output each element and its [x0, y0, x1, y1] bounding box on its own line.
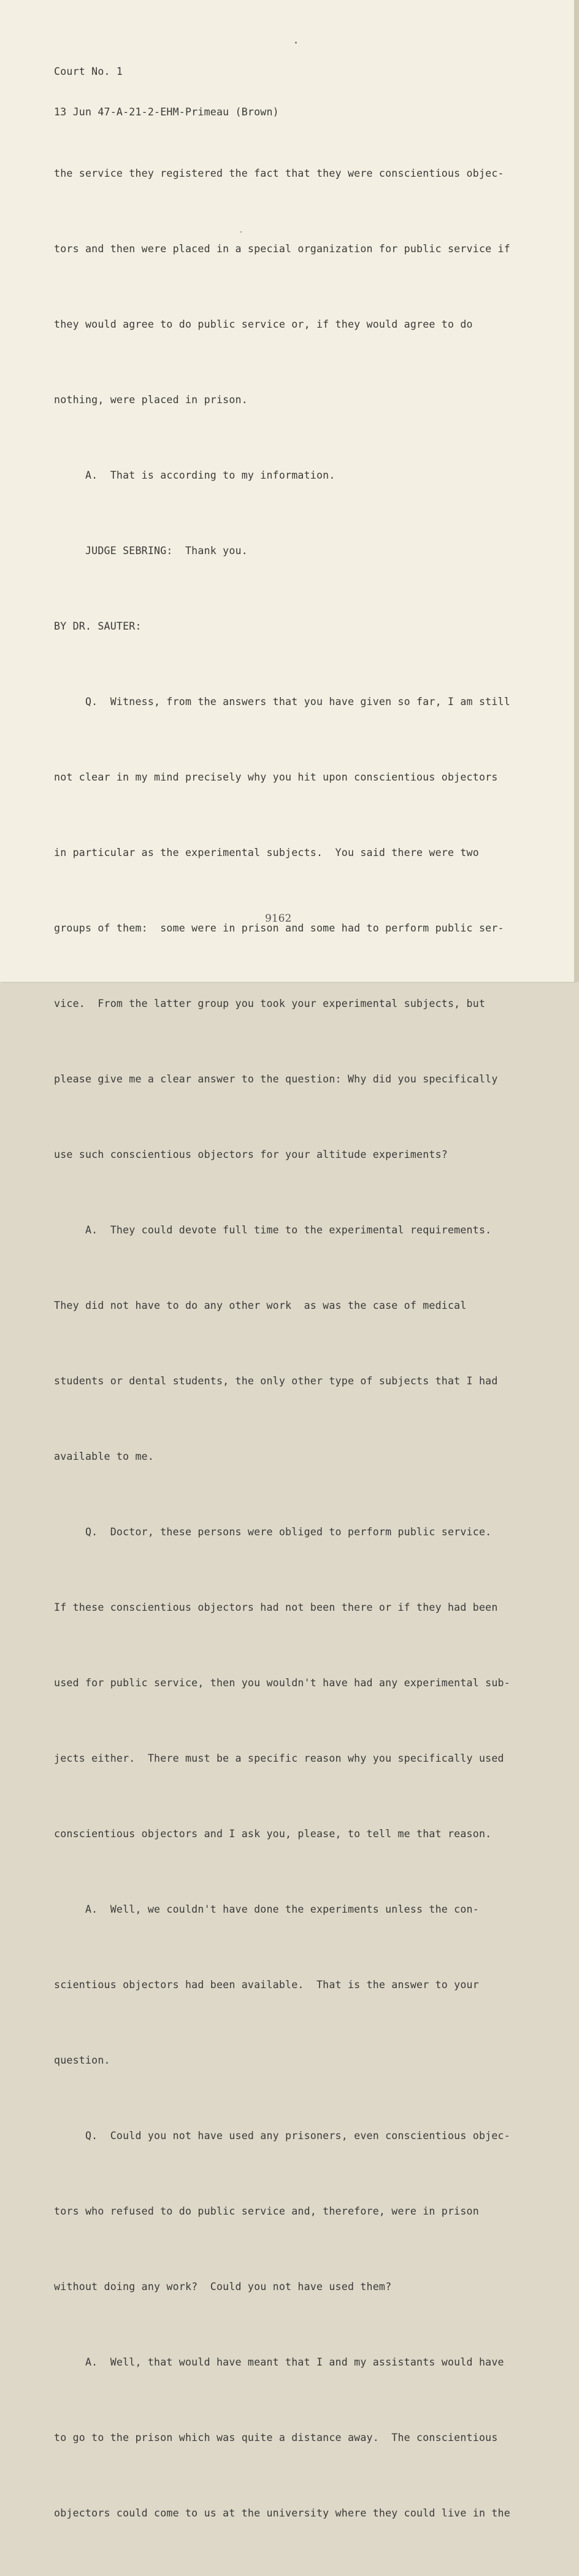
transcript-line: students or dental students, the only other type of subjects that I had — [54, 1375, 498, 1387]
transcript-line: tors and then were placed in a special organization for public service if — [54, 243, 510, 255]
transcript-line: JUDGE SEBRING: Thank you. — [54, 545, 248, 557]
transcript-line: please give me a clear answer to the question: Why did you specifically — [54, 1073, 498, 1085]
transcript-line: They did not have to do any other work as was the case of medical — [54, 1300, 467, 1311]
transcript-line: without doing any work? Could you not have used them? — [54, 2281, 392, 2293]
transcript-line: BY DR. SAUTER: — [54, 620, 142, 632]
header-court-line: Court No. 1 — [54, 66, 123, 77]
transcript-line: Q. Could you not have used any prisoners, even conscientious objec- — [54, 2130, 510, 2142]
transcript-line: scientious objectors had been available. That is the answer to your — [54, 1979, 479, 1991]
transcript-line: A. Well, that would have meant that I and my assistants would have — [54, 2356, 504, 2368]
transcript-line: available to me. — [54, 1451, 155, 1462]
transcript-line: in particular as the experimental subjects. You said there were two — [54, 847, 479, 858]
transcript-line: nothing, were placed in prison. — [54, 394, 248, 406]
transcript-line: use such conscientious objectors for your altitude experiments? — [54, 1149, 448, 1160]
page-edge — [574, 0, 579, 982]
transcript-body — [54, 110, 520, 2576]
transcript-line: to go to the prison which was quite a distance away. The conscientious — [54, 2432, 498, 2443]
transcript-line: Q. Doctor, these persons were obliged to perform public service. — [54, 1526, 492, 1538]
transcript-line: Q. Witness, from the answers that you have given so far, I am still — [54, 696, 510, 708]
transcript-line: tors who refused to do public service and, therefore, were in prison — [54, 2205, 479, 2217]
page-number: 9162 — [265, 912, 292, 925]
transcript-line: vice. From the latter group you took your experimental subjects, but — [54, 998, 486, 1009]
transcript-line: A. That is according to my information. — [54, 469, 336, 481]
transcript-line: used for public service, then you wouldn't have had any experimental sub- — [54, 1677, 510, 1689]
header-session-line: 13 Jun 47-A-21-2-EHM-Primeau (Brown) — [54, 106, 279, 118]
transcript-line: not clear in my mind precisely why you hit upon conscientious objectors — [54, 771, 498, 783]
transcript-line: A. They could devote full time to the experimental requirements. — [54, 1224, 492, 1236]
transcript-line: the service they registered the fact that they were conscientious objec- — [54, 168, 504, 179]
paper-speck — [240, 231, 242, 233]
transcript-line: If these conscientious objectors had not been there or if they had been — [54, 1602, 498, 1613]
transcript-line: conscientious objectors and I ask you, please, to tell me that reason. — [54, 1828, 492, 1840]
transcript-line: A. Well, we couldn't have done the experiments unless the con- — [54, 1903, 479, 1915]
paper-speck — [295, 42, 297, 44]
transcript-line: jects either. There must be a specific reason why you specifically used — [54, 1753, 504, 1764]
transcript-line: objectors could come to us at the university where they could live in the — [54, 2507, 510, 2519]
transcript-line: groups of them: some were in prison and some had to perform public ser- — [54, 922, 504, 934]
transcript-line: question. — [54, 2054, 110, 2066]
transcript-line: they would agree to do public service or, if they would agree to do — [54, 318, 473, 330]
